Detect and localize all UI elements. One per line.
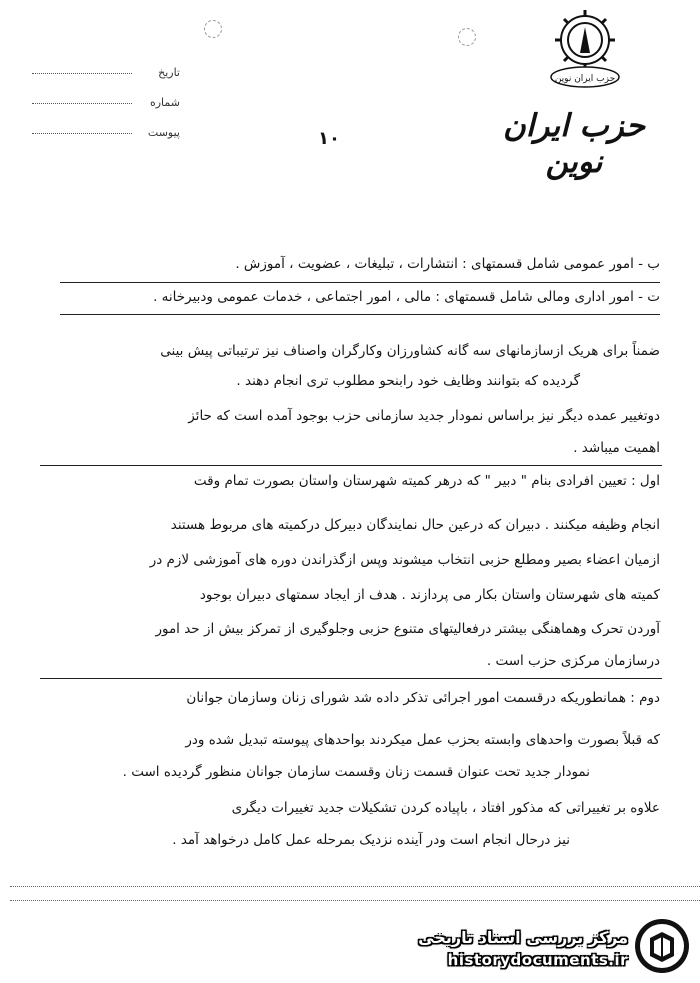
watermark-url: historydocuments.ir [447,951,628,969]
body-line: ازمیان اعضاء بصیر ومطلع حزبی انتخاب میشوند وپس ازگذراندن دوره های آموزشی لازم در [149,552,660,568]
punch-hole [458,28,476,46]
body-line: کمیته های شهرستان واستان بکار می پردازند . هدف از ایجاد سمتهای دبیران بوجود [199,587,660,603]
attachment-label: پیوست [147,126,180,139]
punch-hole [204,20,222,38]
body-line: ت - امور اداری ومالی شامل قسمتهای : مالی ، امور اجتماعی ، خدمات عمومی ودبیرخانه . [153,289,660,305]
body-line: ب - امور عمومی شامل قسمتهای : انتشارات ، تبلیغات ، عضویت ، آموزش . [235,256,660,272]
number-field [30,96,180,109]
body-line: ضمناً برای هریک ازسازمانهای سه گانه کشاورزان وکارگران واصناف نیز ترتیباتی پیش بینی [160,343,660,359]
separator-rule [60,314,660,315]
page-number: ۱۰ [318,128,340,149]
body-line: اول : تعیین افرادی بنام " دبیر " که درهر کمیته شهرستان واستان بصورت تمام وقت [193,473,660,489]
body-line: اهمیت میباشد . [573,440,660,456]
body-line: دوتغییر عمده دیگر نیز براساس نمودار جدید سازمانی حزب بوجود آمده است که حائز [188,408,660,424]
party-name: حزب ایران نوین [503,108,645,180]
separator-rule [40,465,662,466]
date-label: تاریخ [158,66,180,79]
body-line: نمودار جدید تحت عنوان قسمت زنان وقسمت سازمان جوانان منظور گردیده است . [122,764,590,780]
archive-logo-icon [632,916,692,976]
dotted-line [32,133,132,134]
dotted-line [32,103,132,104]
body-line: نیز درحال انجام است ودر آینده نزدیک بمرحله عمل کامل درخواهد آمد . [172,832,570,848]
attachment-field [30,126,180,139]
body-line: علاوه بر تغییراتی که مذکور افتاد ، باپیاده کردن تشکیلات جدید تغییرات دیگری [231,800,660,816]
body-line: دوم : همانطوریکه درقسمت امور اجرائی تذکر داده شد شورای زنان وسازمان جوانان [186,690,660,706]
date-field [30,66,180,79]
body-line: گردیده که بتوانند وظایف خود رابنحو مطلوب تری انجام دهند . [236,373,580,389]
watermark-title: مرکز بررسی اسناد تاریخی [418,928,628,947]
logo-ring-text: حزب ایران نوین [554,74,616,84]
dotted-line [32,73,132,74]
bottom-dotted-rule [10,886,700,887]
bottom-dotted-rule [10,900,700,901]
body-line: انجام وظیفه میکنند . دبیران که درعین حال نمایندگان دبیرکل درکمیته های مربوط هستند [170,517,660,533]
number-label: شماره [149,96,180,109]
separator-rule [40,678,662,679]
body-line: که قبلاً بصورت واحدهای وابسته بحزب عمل میکردند بواحدهای پیوسته تبدیل شده ودر [185,732,660,748]
separator-rule [60,282,660,283]
body-line: آوردن تحرک وهماهنگی بیشتر درفعالیتهای متنوع حزبی وجلوگیری از تمرکز بیش از حد امور [155,621,660,637]
body-line: درسازمان مرکزی حزب است . [486,653,660,669]
